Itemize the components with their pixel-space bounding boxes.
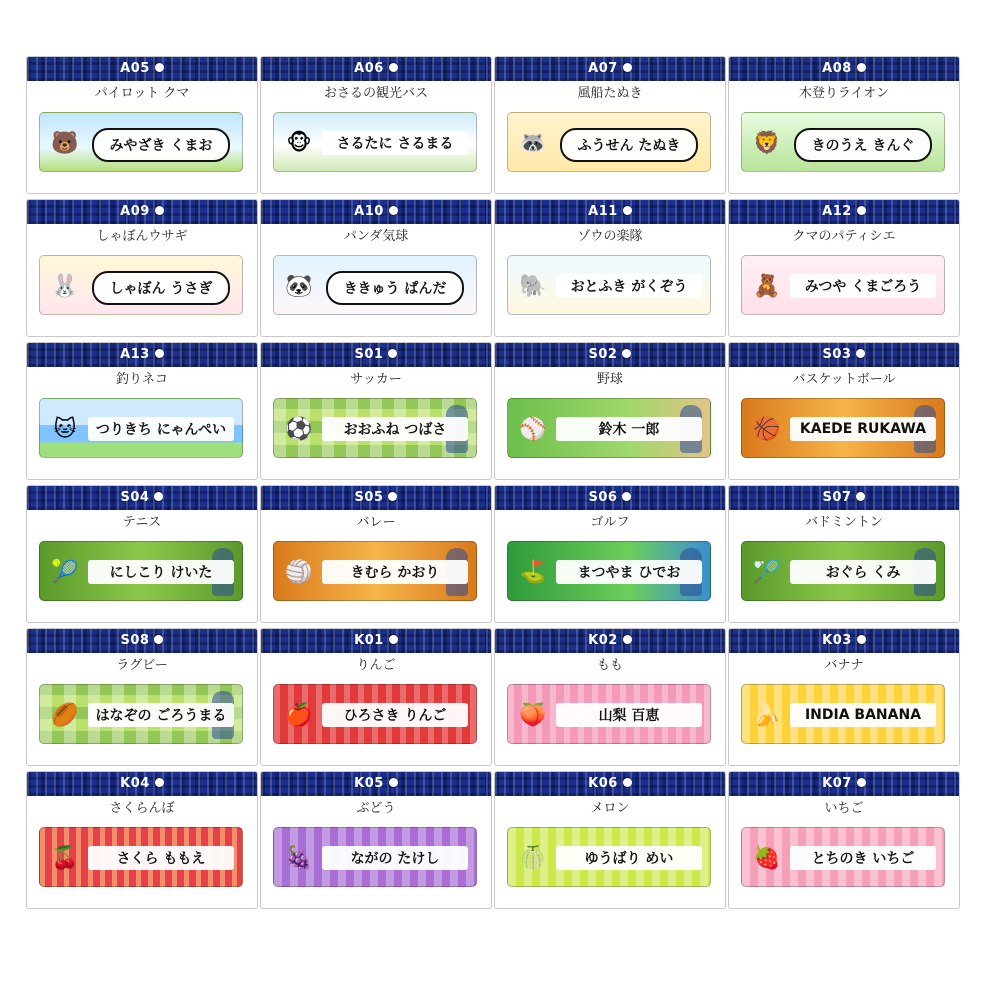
design-card[interactable] [260,628,492,766]
card-header [495,57,725,81]
panda-icon: 🐼 [285,273,313,299]
design-code: S07 [822,490,852,505]
bear-icon: 🐻 [51,130,79,156]
dot-icon [857,206,866,215]
name-label-preview [507,255,711,315]
design-code: K01 [354,633,384,648]
dot-icon [622,349,631,358]
name-label-preview [741,255,945,315]
design-code: S02 [588,347,618,362]
design-title: 風船たぬき [577,86,643,101]
design-title: バスケットボール [792,372,896,387]
design-card[interactable] [260,485,492,623]
label-name-text: さるたに さるまる [322,131,468,155]
design-title: 野球 [596,372,623,387]
design-title: バナナ [824,658,864,673]
dot-icon [857,635,866,644]
dot-icon [623,635,632,644]
cherry-icon: 🍒 [51,845,79,871]
card-header [261,343,491,367]
card-header [261,772,491,796]
dot-icon [857,778,866,787]
design-title: バドミントン [805,515,883,530]
label-name-text: まつやま ひでお [556,560,702,584]
dot-icon [623,63,632,72]
design-card[interactable] [260,771,492,909]
name-label-preview [39,541,243,601]
card-header [261,486,491,510]
label-name-text: しゃぼん うさぎ [92,271,230,305]
design-title: バレー [356,515,396,530]
label-name-text: ながの たけし [322,846,468,870]
label-name-text: KAEDE RUKAWA [790,417,936,441]
design-card[interactable] [728,628,960,766]
shuttlecock-icon: 🏸 [753,559,781,585]
design-title: ぶどう [356,801,396,816]
card-header [495,200,725,224]
design-card[interactable] [494,56,726,194]
design-card[interactable] [26,771,258,909]
name-label-preview [741,684,945,744]
label-name-text: みつや くまごろう [790,274,936,298]
design-title: おさるの観光バス [323,86,428,101]
dot-icon [389,63,398,72]
label-name-text: 鈴木 一郎 [556,417,702,441]
design-card[interactable] [26,199,258,337]
name-label-preview [507,398,711,458]
design-title: いちご [824,801,864,816]
name-label-preview [507,827,711,887]
monkey-icon: 🐵 [286,130,312,156]
dot-icon [856,492,865,501]
name-label-preview [741,112,945,172]
design-card[interactable] [494,771,726,909]
design-code: S04 [120,490,150,505]
design-code: S03 [822,347,852,362]
design-title: しゃぼんウサギ [96,229,188,244]
design-card[interactable] [260,56,492,194]
card-header [27,486,257,510]
dot-icon [389,635,398,644]
card-header [729,200,959,224]
rugby-ball-icon: 🏉 [51,702,79,728]
name-label-preview [39,112,243,172]
design-title: パンダ気球 [343,229,409,244]
name-label-preview [273,112,477,172]
name-label-preview [507,112,711,172]
name-label-preview [741,398,945,458]
rabbit-icon: 🐰 [51,273,79,299]
label-name-text: ふうせん たぬき [560,128,698,162]
design-card[interactable] [494,628,726,766]
design-code: K05 [354,776,384,791]
lion-icon: 🦁 [753,130,781,156]
card-header [27,57,257,81]
volleyball-icon: 🏐 [285,559,313,585]
design-title: さくらんぼ [109,801,175,816]
label-name-text: さくら ももえ [88,846,234,870]
design-code: S01 [354,347,384,362]
label-name-text: つりきち にゃんぺい [88,417,234,441]
design-title: テニス [122,515,162,530]
design-card[interactable] [26,56,258,194]
dot-icon [155,206,164,215]
design-card[interactable] [728,485,960,623]
design-code: A09 [120,204,150,219]
design-code: A08 [822,61,852,76]
name-label-preview [273,398,477,458]
dot-icon [388,492,397,501]
label-name-text: はなぞの ごろうまる [88,703,234,727]
design-title: ラグビー [116,658,168,673]
elephant-icon: 🐘 [519,273,547,299]
name-label-preview [741,827,945,887]
label-name-text: おとふき がくぞう [556,274,702,298]
label-design-grid [26,56,960,918]
dot-icon [857,63,866,72]
name-label-preview [507,541,711,601]
melon-icon: 🍈 [519,845,547,871]
soccer-ball-icon: ⚽ [285,416,313,442]
card-header [729,57,959,81]
baseball-icon: ⚾ [519,416,547,442]
cat-icon: 🐱 [53,416,77,442]
peach-icon: 🍑 [519,702,547,728]
name-label-preview [273,684,477,744]
design-card[interactable] [26,628,258,766]
design-title: ゾウの楽隊 [577,229,643,244]
label-name-text: きのうえ きんぐ [794,128,932,162]
label-name-text: ひろさき りんご [322,703,468,727]
design-title: ゴルフ [590,515,630,530]
card-header [729,343,959,367]
name-label-preview [273,541,477,601]
bear-chef-icon: 🧸 [753,273,781,299]
design-card[interactable] [728,199,960,337]
raccoon-icon: 🦝 [519,130,547,156]
label-name-text: ききゅう ぱんだ [326,271,464,305]
design-title: 釣りネコ [115,372,168,387]
golf-ball-icon: ⛳ [519,559,547,585]
card-header [27,629,257,653]
grape-icon: 🍇 [285,845,313,871]
dot-icon [623,778,632,787]
basketball-icon: 🏀 [753,416,781,442]
design-title: パイロット クマ [94,86,190,101]
design-code: S08 [120,633,150,648]
dot-icon [155,349,164,358]
name-label-preview [39,255,243,315]
card-header [495,772,725,796]
name-label-preview [507,684,711,744]
design-code: K03 [822,633,852,648]
design-code: K02 [588,633,618,648]
design-card[interactable] [728,771,960,909]
name-label-preview [39,684,243,744]
design-card[interactable] [26,342,258,480]
design-title: もも [596,658,623,673]
design-title: クマのパティシエ [792,229,896,244]
design-code: S06 [588,490,618,505]
dot-icon [389,778,398,787]
dot-icon [623,206,632,215]
label-name-text: とちのき いちご [790,846,936,870]
name-label-preview [39,398,243,458]
name-label-preview [273,827,477,887]
card-header [27,772,257,796]
label-name-text: 山梨 百恵 [556,703,702,727]
design-code: S05 [354,490,384,505]
name-label-preview [741,541,945,601]
banana-icon: 🍌 [753,702,781,728]
dot-icon [389,206,398,215]
dot-icon [155,63,164,72]
card-header [729,772,959,796]
design-card[interactable] [728,56,960,194]
label-name-text: おおふね つばさ [322,417,468,441]
card-header [27,343,257,367]
design-code: K04 [120,776,150,791]
dot-icon [154,492,163,501]
design-code: A06 [354,61,384,76]
card-header [729,486,959,510]
design-code: A05 [120,61,150,76]
card-header [495,629,725,653]
name-label-preview [39,827,243,887]
label-name-text: みやざき くまお [92,128,230,162]
tennis-ball-icon: 🎾 [51,559,79,585]
card-header [495,343,725,367]
strawberry-icon: 🍓 [753,845,781,871]
label-name-text: ゆうばり めい [556,846,702,870]
design-code: A12 [822,204,852,219]
design-code: A11 [588,204,618,219]
design-title: メロン [590,801,630,816]
design-code: K06 [588,776,618,791]
label-name-text: きむら かおり [322,560,468,584]
design-code: K07 [822,776,852,791]
design-card[interactable] [494,485,726,623]
card-header [729,629,959,653]
apple-icon: 🍎 [285,702,313,728]
card-header [261,57,491,81]
design-card[interactable] [494,199,726,337]
dot-icon [622,492,631,501]
design-card[interactable] [728,342,960,480]
design-code: A13 [120,347,150,362]
design-card[interactable] [494,342,726,480]
design-card[interactable] [260,342,492,480]
name-label-preview [273,255,477,315]
label-name-text: おぐら くみ [790,560,936,584]
label-name-text: INDIA BANANA [790,703,936,727]
design-card[interactable] [26,485,258,623]
dot-icon [856,349,865,358]
card-header [495,486,725,510]
design-code: A10 [354,204,384,219]
card-header [261,200,491,224]
card-header [27,200,257,224]
design-title: りんご [356,658,396,673]
design-title: サッカー [350,372,402,387]
dot-icon [154,635,163,644]
design-code: A07 [588,61,618,76]
card-header [261,629,491,653]
label-name-text: にしこり けいた [88,560,234,584]
design-title: 木登りライオン [798,86,890,101]
design-card[interactable] [260,199,492,337]
dot-icon [155,778,164,787]
dot-icon [388,349,397,358]
